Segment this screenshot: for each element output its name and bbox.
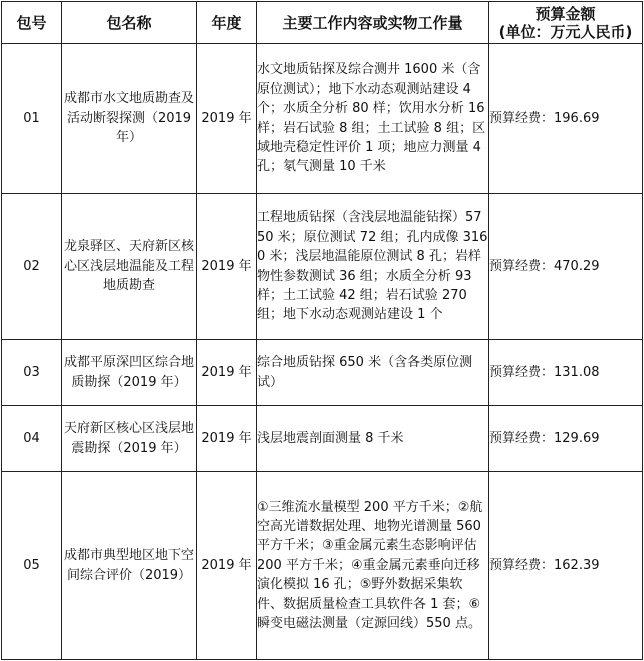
header-budget	[489, 2, 643, 44]
year-cell: 2019 年	[197, 194, 257, 340]
year-cell: 2019 年	[197, 44, 257, 194]
package-id-cell: 02	[2, 194, 62, 340]
table-row	[2, 472, 643, 660]
table-header-row	[2, 2, 643, 44]
package-name-cell: 龙泉驿区、天府新区核心区浅层地温能及工程地质勘查	[62, 194, 197, 340]
work-content-cell: ①三维流水量模型 200 平方千米；②航空高光谱数据处理、地物光谱测量 560 平方千米；③重金属元素生态影响评估 200 平方千米；④重金属元素垂向迁移演化模拟 16 孔；⑤野外数据采集软件、数据质量检查工具软件各 1 套；⑥瞬变电磁法测量（定源回线）550 点。	[257, 472, 489, 660]
package-id-cell: 05	[2, 472, 62, 660]
package-name-cell: 成都平原深凹区综合地质勘探（2019 年）	[62, 340, 197, 406]
budget-table	[1, 1, 643, 660]
header-year: 年度	[197, 2, 257, 44]
header-budget-unit: (单位：万元人民币)	[498, 22, 633, 41]
table-row	[2, 194, 643, 340]
package-name-cell: 天府新区核心区浅层地震勘探（2019 年）	[62, 406, 197, 472]
work-content-cell: 工程地质钻探（含浅层地温能钻探）5750 米；原位测试 72 组；孔内成像 3160 米；浅层地温能原位测试 8 孔；岩样物性参数测试 36 组；水质全分析 93 样；土工试验 42 组；岩石试验 270 组；地下水动态观测站建设 1 个	[257, 194, 489, 340]
year-cell: 2019 年	[197, 406, 257, 472]
work-content-cell: 综合地质钻探 650 米（含各类原位测试）	[257, 340, 489, 406]
package-id-cell: 03	[2, 340, 62, 406]
year-cell: 2019 年	[197, 340, 257, 406]
package-id-cell: 01	[2, 44, 62, 194]
work-content-cell: 浅层地震剖面测量 8 千米	[257, 406, 489, 472]
header-package-no: 包号	[2, 2, 62, 44]
package-name-cell: 成都市典型地区地下空间综合评价（2019）	[62, 472, 197, 660]
work-content-cell: 水文地质钻探及综合测井 1600 米（含原位测试）；地下水动态观测站建设 4 个；水质全分析 80 样；饮用水分析 16 样；岩石试验 8 组；土工试验 8 组；区域地壳稳定性评价 1 项；地应力测量 4 孔；氡气测量 10 千米	[257, 44, 489, 194]
header-budget-title: 预算金额	[535, 4, 596, 23]
package-name-cell: 成都市水文地质勘查及活动断裂探测（2019 年）	[62, 44, 197, 194]
package-id-cell: 04	[2, 406, 62, 472]
budget-cell: 预算经费：162.39	[489, 472, 643, 660]
header-work-content: 主要工作内容或实物工作量	[257, 2, 489, 44]
table-row	[2, 340, 643, 406]
table-row	[2, 44, 643, 194]
year-cell: 2019 年	[197, 472, 257, 660]
budget-cell: 预算经费：129.69	[489, 406, 643, 472]
header-package-name: 包名称	[62, 2, 197, 44]
budget-cell: 预算经费：470.29	[489, 194, 643, 340]
budget-cell: 预算经费：196.69	[489, 44, 643, 194]
table-row	[2, 406, 643, 472]
budget-cell: 预算经费：131.08	[489, 340, 643, 406]
